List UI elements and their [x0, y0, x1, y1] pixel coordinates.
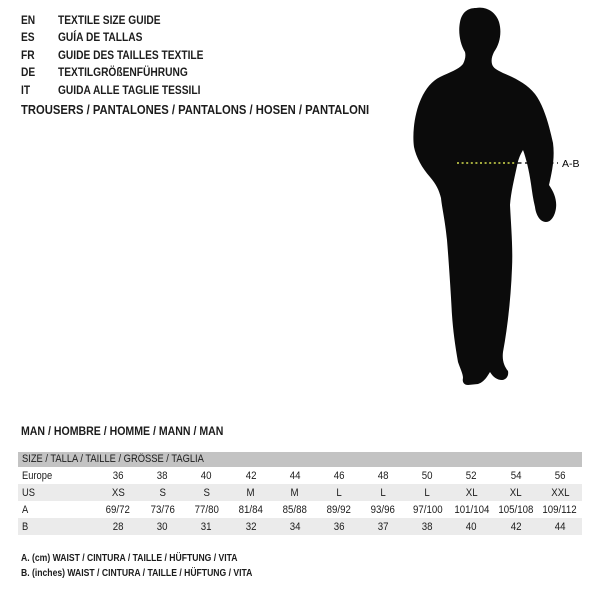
- size-cell: 31: [201, 520, 212, 533]
- size-cell: 56: [554, 469, 566, 482]
- size-cell: L: [380, 486, 386, 499]
- man-silhouette-figure: [390, 0, 600, 430]
- language-code: FR: [21, 47, 35, 62]
- row-label: US: [22, 486, 35, 499]
- language-label: GUÍA DE TALLAS: [58, 30, 143, 45]
- size-cell: M: [290, 486, 299, 499]
- size-cell: XL: [465, 486, 478, 499]
- footnote-a: [21, 551, 285, 565]
- footnote-b-text: B. (inches) WAIST / CINTURA / TAILLE / HÜFTUNG / VITA: [21, 567, 253, 579]
- table-row: [18, 518, 582, 535]
- size-cell: 28: [112, 520, 124, 533]
- language-label: TEXTILGRÖßENFÜHRUNG: [58, 65, 188, 80]
- size-cell: 101/104: [454, 503, 490, 516]
- size-cell: 32: [245, 520, 257, 533]
- size-cell: 93/96: [371, 503, 396, 516]
- language-label: GUIDA ALLE TAGLIE TESSILI: [58, 82, 201, 97]
- language-row: [21, 81, 229, 99]
- size-cell: 109/112: [542, 503, 578, 516]
- size-cell: 46: [333, 469, 345, 482]
- language-code: IT: [21, 82, 31, 97]
- size-cell: 48: [377, 469, 389, 482]
- size-cell: 38: [421, 520, 433, 533]
- size-cell: 105/108: [498, 503, 534, 516]
- size-cell: 97/100: [412, 503, 443, 516]
- table-row: [18, 467, 582, 484]
- footnote-b: [21, 566, 303, 580]
- row-label: B: [22, 520, 29, 533]
- gender-title-text: MAN / HOMBRE / HOMME / MANN / MAN: [21, 424, 224, 438]
- language-row: [21, 11, 229, 29]
- size-cell: 38: [156, 469, 168, 482]
- size-cell: 44: [289, 469, 301, 482]
- size-cell: 77/80: [194, 503, 219, 516]
- size-cell: S: [159, 486, 166, 499]
- size-cell: 42: [245, 469, 257, 482]
- size-cell: 40: [466, 520, 477, 533]
- size-cell: 50: [421, 469, 433, 482]
- size-cell: 36: [112, 469, 124, 482]
- size-cell: M: [246, 486, 255, 499]
- measure-label: A-B: [562, 158, 580, 170]
- size-cell: 52: [466, 469, 477, 482]
- size-cell: 69/72: [105, 503, 131, 516]
- size-table-body: [18, 467, 582, 535]
- size-cell: 36: [333, 520, 345, 533]
- size-cell: 42: [510, 520, 522, 533]
- size-cell: XXL: [550, 486, 570, 499]
- footnote-a-text: A. (cm) WAIST / CINTURA / TAILLE / HÜFTUNG / VITA: [21, 552, 238, 564]
- table-row: [18, 501, 582, 518]
- row-label: Europe: [22, 469, 53, 482]
- language-code: DE: [21, 65, 36, 80]
- size-cell: L: [424, 486, 431, 499]
- size-table-header: [18, 452, 582, 467]
- language-label: TEXTILE SIZE GUIDE: [58, 12, 161, 27]
- size-cell: 81/84: [238, 503, 263, 516]
- table-row: [18, 484, 582, 501]
- size-cell: 89/92: [326, 503, 352, 516]
- category-title-text: TROUSERS / PANTALONES / PANTALONS / HOSEN / PANTALONI: [21, 103, 370, 117]
- row-label: A: [22, 503, 29, 516]
- size-table: [18, 452, 582, 535]
- category-title: [21, 103, 408, 117]
- language-code: EN: [21, 12, 36, 27]
- size-cell: 85/88: [282, 503, 307, 516]
- size-table-header-text: SIZE / TALLA / TAILLE / GRÖSSE / TAGLIA: [22, 453, 204, 465]
- language-row: [21, 46, 229, 64]
- size-cell: XL: [509, 486, 522, 499]
- size-cell: 37: [377, 520, 389, 533]
- language-row: [21, 64, 229, 82]
- language-label: GUIDE DES TAILLES TEXTILE: [58, 47, 204, 62]
- size-cell: XS: [111, 486, 125, 499]
- man-silhouette-svg: [390, 0, 600, 430]
- language-row: [21, 29, 229, 47]
- man-silhouette: [413, 8, 556, 385]
- size-cell: 30: [156, 520, 168, 533]
- size-cell: L: [336, 486, 342, 499]
- size-cell: 40: [201, 469, 212, 482]
- size-cell: 73/76: [150, 503, 175, 516]
- language-guide-block: [21, 11, 229, 99]
- size-cell: 34: [289, 520, 301, 533]
- size-cell: 44: [554, 520, 566, 533]
- gender-title: [21, 424, 251, 438]
- size-cell: 54: [510, 469, 522, 482]
- size-cell: S: [203, 486, 210, 499]
- language-code: ES: [21, 30, 35, 45]
